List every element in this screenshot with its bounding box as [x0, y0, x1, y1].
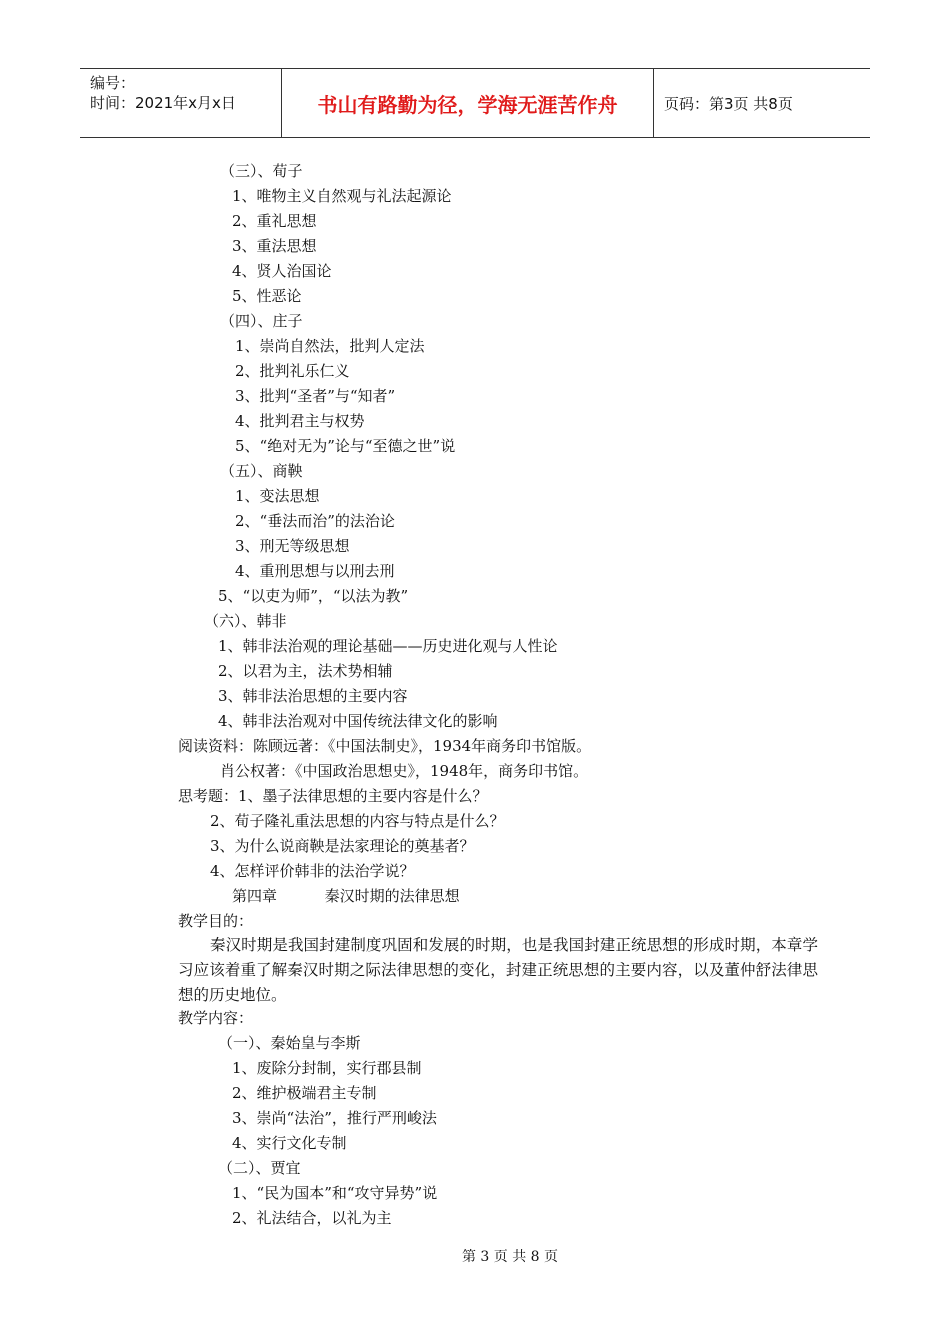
time-label: 时间：2021年x月x日 — [90, 94, 236, 112]
list-item: 4、批判君主与权势 — [235, 412, 365, 430]
label-teaching-purpose: 教学目的： — [178, 912, 254, 930]
list-item: 1、变法思想 — [235, 487, 320, 505]
list-item: 2、批判礼乐仁义 — [235, 362, 350, 380]
list-item: 1、废除分封制，实行郡县制 — [232, 1059, 422, 1077]
list-item: 3、崇尚“法治”，推行严刑峻法 — [232, 1109, 437, 1127]
section-heading: （二）、贾宜 — [218, 1159, 301, 1177]
reading-material: 阅读资料：陈顾远著：《中国法制史》，1934年商务印书馆版。 — [178, 737, 592, 755]
list-item: 3、批判“圣者”与“知者” — [235, 387, 396, 405]
header-page-cell — [654, 69, 870, 137]
question: 3、为什么说商鞅是法家理论的奠基者？ — [210, 837, 475, 855]
list-item: 1、唯物主义自然观与礼法起源论 — [232, 187, 452, 205]
section-heading: （六）、韩非 — [204, 612, 287, 630]
question: 思考题：1、墨子法律思想的主要内容是什么？ — [178, 787, 488, 805]
question: 4、怎样评价韩非的法治学说？ — [210, 862, 415, 880]
list-item: 1、“民为国本”和“攻守异势”说 — [232, 1184, 438, 1202]
purpose-paragraph: 秦汉时期是我国封建制度巩固和发展的时期，也是我国封建正统思想的形成时期，本章学习应该着重了解秦汉时期之际法律思想的变化，封建正统思想的主要内容，以及董仲舒法律思想的历史地位。 — [178, 936, 818, 1004]
section-heading: （五）、商鞅 — [220, 462, 303, 480]
header-motto-cell — [282, 69, 654, 137]
question: 2、荀子隆礼重法思想的内容与特点是什么？ — [210, 812, 505, 830]
list-item: 2、重礼思想 — [232, 212, 317, 230]
reading-material: 肖公权著：《中国政治思想史》，1948年，商务印书馆。 — [220, 762, 589, 780]
list-item: 3、刑无等级思想 — [235, 537, 350, 555]
list-item: 4、重刑思想与以刑去刑 — [235, 562, 395, 580]
list-item: 2、维护极端君主专制 — [232, 1084, 377, 1102]
list-item: 2、“垂法而治”的法治论 — [235, 512, 395, 530]
list-item: 4、韩非法治观对中国传统法律文化的影响 — [218, 712, 498, 730]
list-item: 5、性恶论 — [232, 287, 302, 305]
list-item: 3、韩非法治思想的主要内容 — [218, 687, 408, 705]
label-teaching-content: 教学内容： — [178, 1009, 254, 1027]
list-item: 1、韩非法治观的理论基础——历史进化观与人性论 — [218, 637, 558, 655]
section-heading: （四）、庄子 — [220, 312, 303, 330]
list-item: 5、“以吏为师”，“以法为教” — [218, 587, 409, 605]
list-item: 2、礼法结合，以礼为主 — [232, 1209, 392, 1227]
motto: 书山有路勤为径，学海无涯苦作舟 — [317, 92, 618, 117]
list-item: 4、实行文化专制 — [232, 1134, 347, 1152]
page-label: 页码：第3页 共8页 — [664, 94, 793, 113]
page-footer — [0, 1246, 950, 1266]
list-item: 1、崇尚自然法，批判人定法 — [235, 337, 425, 355]
section-heading: （三）、荀子 — [220, 162, 303, 180]
section-heading: （一）、秦始皇与李斯 — [218, 1034, 361, 1052]
chapter-title: 第四章 秦汉时期的法律思想 — [232, 887, 460, 905]
page-header — [80, 68, 870, 138]
list-item: 2、以君为主，法术势相辅 — [218, 662, 393, 680]
list-item: 4、贤人治国论 — [232, 262, 332, 280]
list-item: 5、“绝对无为”论与“至德之世”说 — [235, 437, 456, 455]
header-meta — [80, 69, 282, 137]
number-label: 编号： — [90, 74, 136, 92]
list-item: 3、重法思想 — [232, 237, 317, 255]
footer-page-number: 第 3 页 共 8 页 — [461, 1249, 559, 1265]
